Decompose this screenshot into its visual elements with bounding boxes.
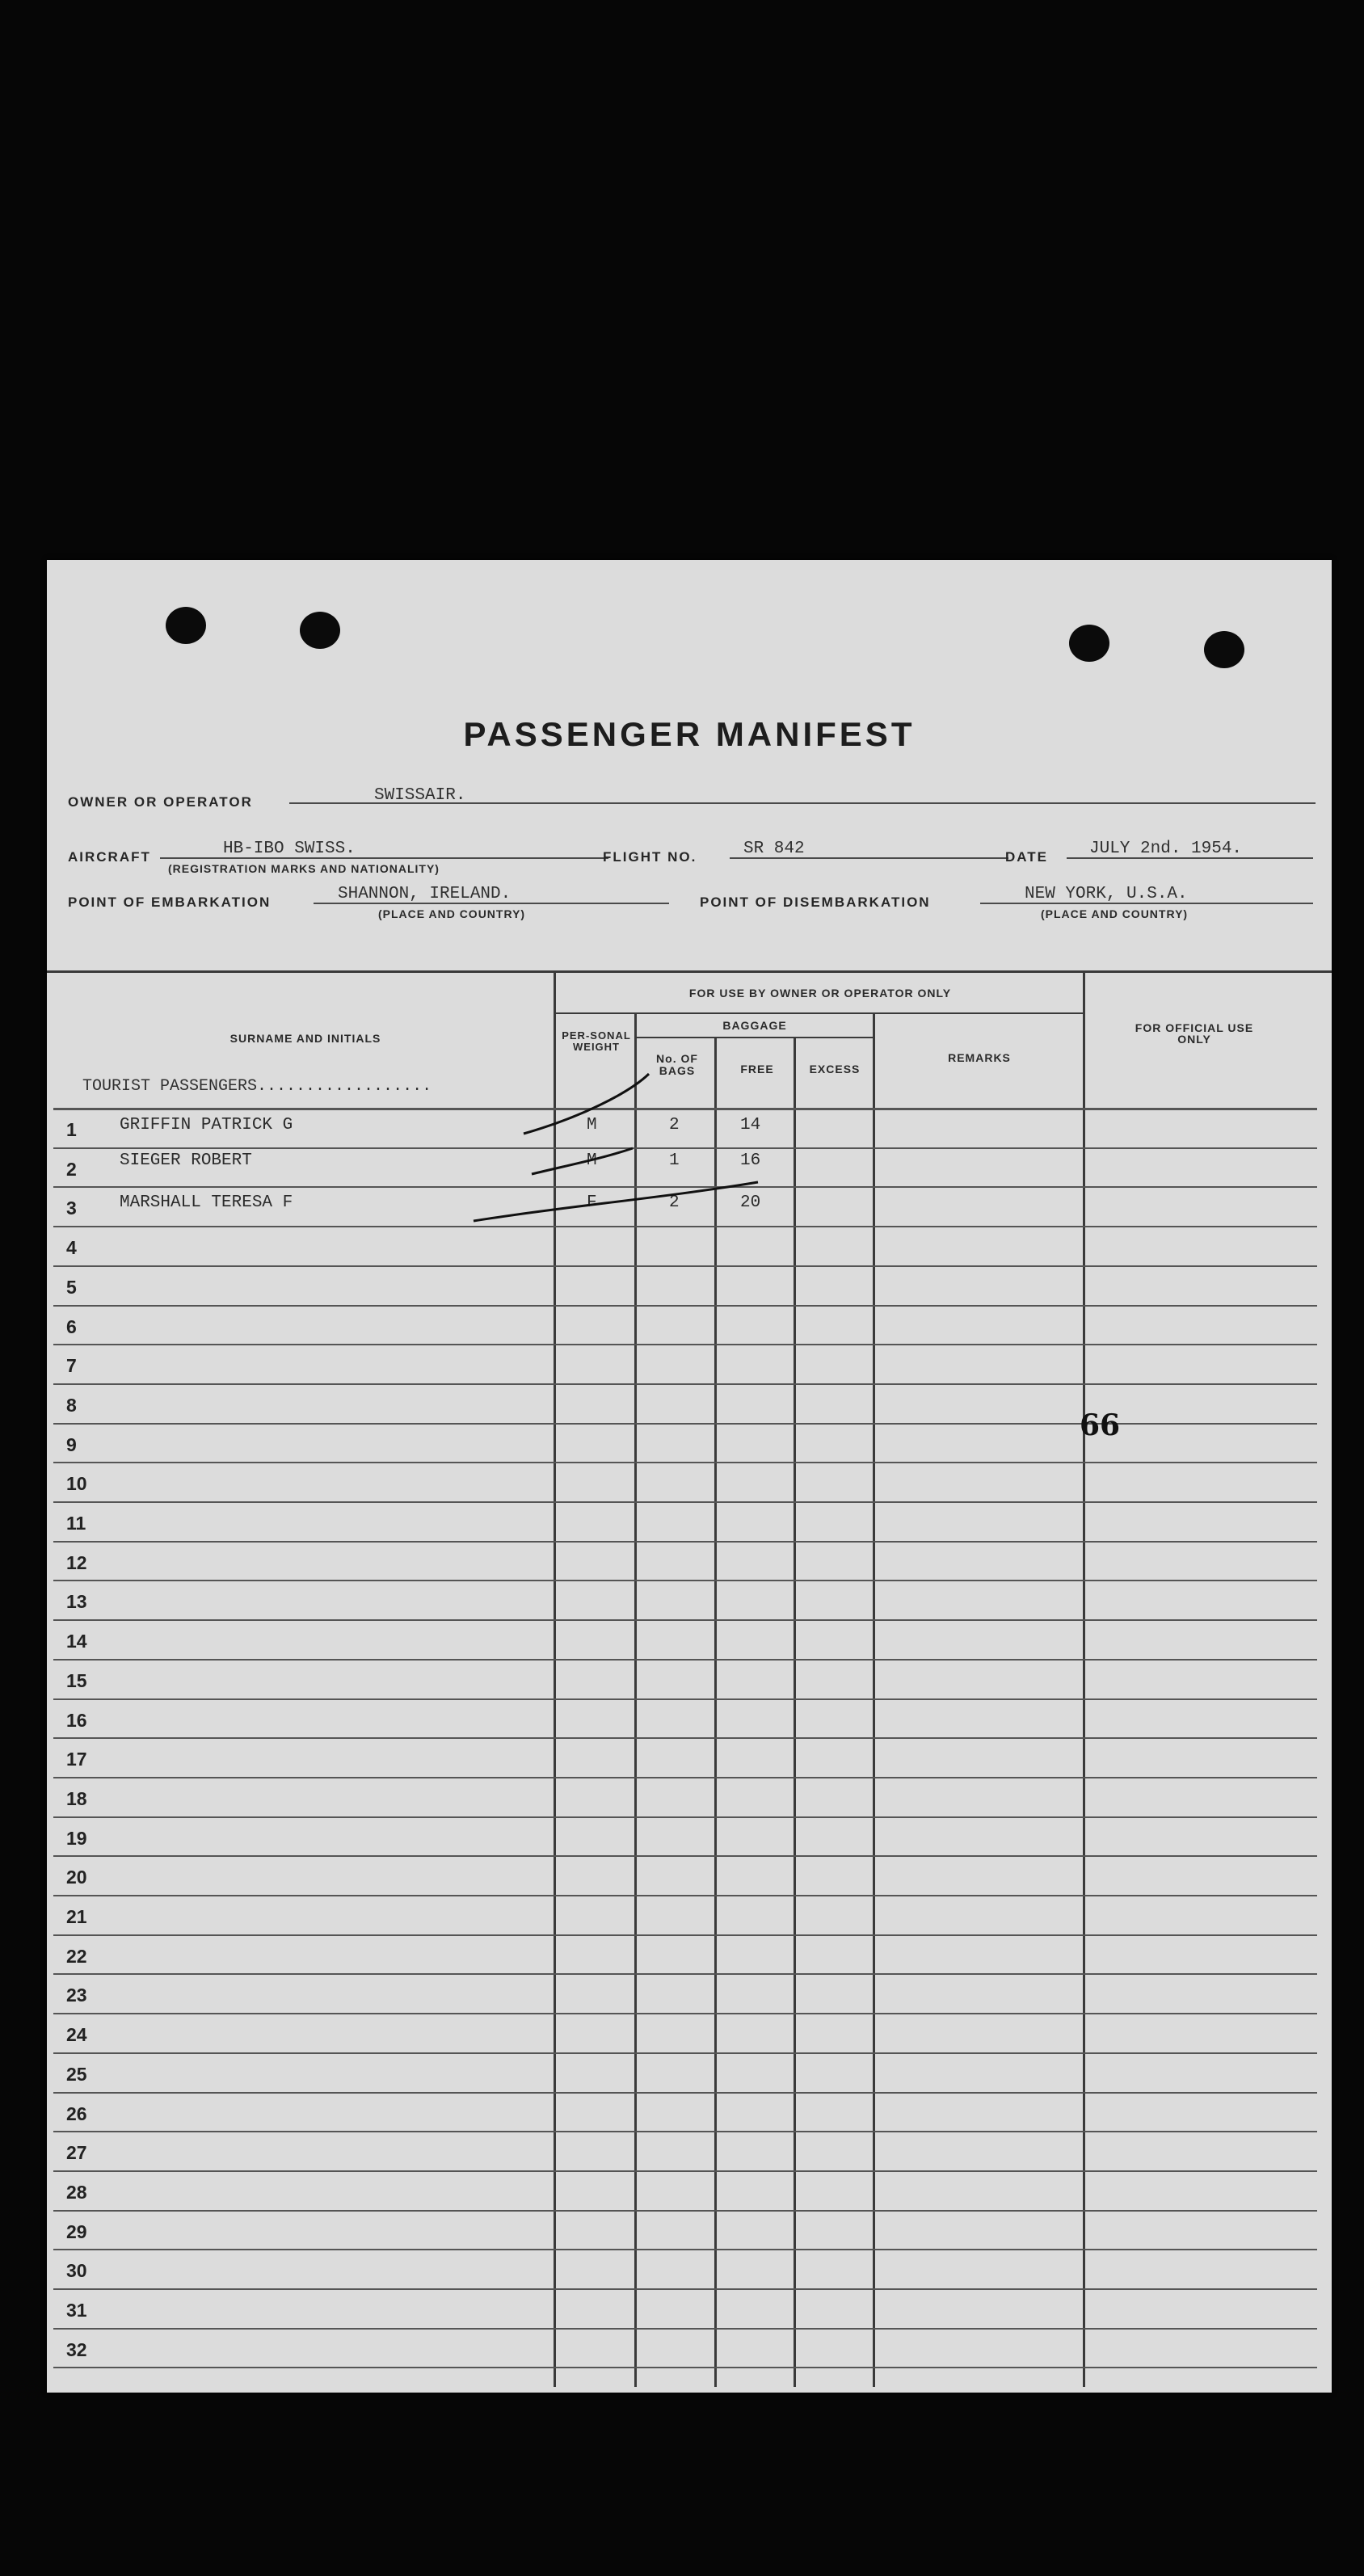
passenger-weight: M	[587, 1151, 597, 1170]
row-divider	[53, 2092, 1317, 2094]
no-of-bags-header: No. OF BAGS	[656, 1052, 698, 1077]
row-number: 15	[66, 1669, 87, 1691]
row-number: 6	[66, 1315, 77, 1337]
passenger-bags: 2	[669, 1116, 680, 1134]
row-number: 8	[66, 1394, 77, 1416]
row-number: 19	[66, 1827, 87, 1849]
row-number: 10	[66, 1473, 87, 1495]
row-number: 11	[66, 1513, 86, 1534]
disembarkation-value: NEW YORK, U.S.A.	[1025, 885, 1188, 903]
passenger-free: 20	[740, 1193, 761, 1212]
row-number: 16	[66, 1709, 87, 1731]
row-divider	[53, 1344, 1317, 1345]
remarks-header: REMARKS	[948, 1051, 1011, 1064]
row-divider	[53, 1462, 1317, 1463]
owner-value: SWISSAIR.	[374, 786, 466, 805]
disembarkation-sublabel: (PLACE AND COUNTRY)	[1041, 907, 1189, 920]
row-number: 3	[66, 1198, 77, 1219]
check-strokes	[47, 560, 1332, 1287]
passenger-free: 14	[740, 1116, 761, 1134]
row-divider	[53, 2052, 1317, 2054]
row-number: 7	[66, 1355, 77, 1377]
row-number: 5	[66, 1276, 77, 1298]
row-divider	[53, 2249, 1317, 2250]
row-divider	[53, 1423, 1317, 1425]
embarkation-sublabel: (PLACE AND COUNTRY)	[378, 907, 526, 920]
aircraft-label: AIRCRAFT	[68, 849, 151, 865]
flight-value: SR 842	[743, 840, 805, 858]
row-number: 9	[66, 1433, 77, 1455]
row-divider	[53, 1934, 1317, 1936]
passenger-bags: 1	[669, 1151, 680, 1170]
row-number: 29	[66, 2220, 87, 2242]
free-header: FREE	[740, 1063, 774, 1075]
official-use-header: FOR OFFICIAL USE ONLY	[1135, 1021, 1254, 1046]
passenger-weight: F	[587, 1193, 597, 1212]
owner-use-header: FOR USE BY OWNER OR OPERATOR ONLY	[688, 987, 952, 1000]
aircraft-sublabel: (REGISTRATION MARKS AND NATIONALITY)	[168, 862, 440, 875]
row-divider	[53, 2288, 1317, 2290]
row-number: 2	[66, 1158, 77, 1180]
owner-label: OWNER OR OPERATOR	[68, 794, 253, 810]
row-divider	[53, 1855, 1317, 1857]
row-divider	[53, 1580, 1317, 1581]
row-divider	[53, 2013, 1317, 2014]
passenger-free: 16	[740, 1151, 761, 1170]
row-divider	[53, 1895, 1317, 1896]
row-divider	[53, 1973, 1317, 1975]
row-number: 31	[66, 2300, 87, 2321]
date-value: JULY 2nd. 1954.	[1089, 840, 1243, 858]
row-divider	[53, 1619, 1317, 1621]
row-divider	[53, 2328, 1317, 2330]
passenger-name: MARSHALL TERESA F	[120, 1193, 293, 1212]
row-number: 13	[66, 1591, 87, 1613]
row-number: 20	[66, 1867, 87, 1888]
passenger-name: GRIFFIN PATRICK G	[120, 1116, 293, 1134]
row-divider	[53, 1305, 1317, 1307]
manifest-sheet	[47, 560, 1332, 2393]
row-divider	[53, 1816, 1317, 1818]
row-divider	[53, 1698, 1317, 1700]
row-number: 1	[66, 1119, 77, 1140]
excess-header: EXCESS	[809, 1063, 861, 1075]
row-number: 4	[66, 1237, 77, 1259]
row-number: 21	[66, 1906, 87, 1927]
row-number: 26	[66, 2102, 87, 2124]
row-divider	[53, 2170, 1317, 2172]
embarkation-label: POINT OF EMBARKATION	[68, 894, 272, 910]
stamp-number: 66	[1080, 1408, 1121, 1442]
passenger-bags: 2	[669, 1193, 680, 1212]
date-label: DATE	[1005, 849, 1049, 865]
row-number: 27	[66, 2142, 87, 2164]
passenger-weight: M	[587, 1116, 597, 1134]
row-divider	[53, 1541, 1317, 1543]
row-divider	[53, 2367, 1317, 2368]
row-number: 18	[66, 1787, 87, 1809]
baggage-header: BAGGAGE	[722, 1019, 787, 1032]
row-number: 23	[66, 1985, 87, 2006]
row-divider	[53, 1501, 1317, 1503]
row-number: 14	[66, 1631, 87, 1652]
row-number: 17	[66, 1749, 87, 1770]
page-title: PASSENGER MANIFEST	[463, 715, 916, 753]
flight-label: FLIGHT NO.	[603, 849, 697, 865]
row-number: 24	[66, 2024, 87, 2046]
row-divider	[53, 1659, 1317, 1661]
row-divider	[53, 1777, 1317, 1778]
row-number: 25	[66, 2063, 87, 2085]
personal-weight-header: PER-SONAL WEIGHT	[562, 1029, 631, 1053]
embarkation-value: SHANNON, IRELAND.	[338, 885, 512, 903]
row-number: 22	[66, 1945, 87, 1967]
row-divider	[53, 2131, 1317, 2132]
row-divider	[53, 1383, 1317, 1385]
row-number: 32	[66, 2338, 87, 2360]
row-divider	[53, 1737, 1317, 1739]
section-label: TOURIST PASSENGERS..................	[82, 1077, 432, 1096]
row-number: 12	[66, 1551, 87, 1573]
passenger-name: SIEGER ROBERT	[120, 1151, 252, 1170]
disembarkation-label: POINT OF DISEMBARKATION	[700, 894, 931, 910]
row-divider	[53, 2210, 1317, 2212]
surname-header: SURNAME AND INITIALS	[229, 1032, 381, 1045]
row-number: 30	[66, 2260, 87, 2282]
row-number: 28	[66, 2181, 87, 2203]
aircraft-value: HB-IBO SWISS.	[223, 840, 356, 858]
